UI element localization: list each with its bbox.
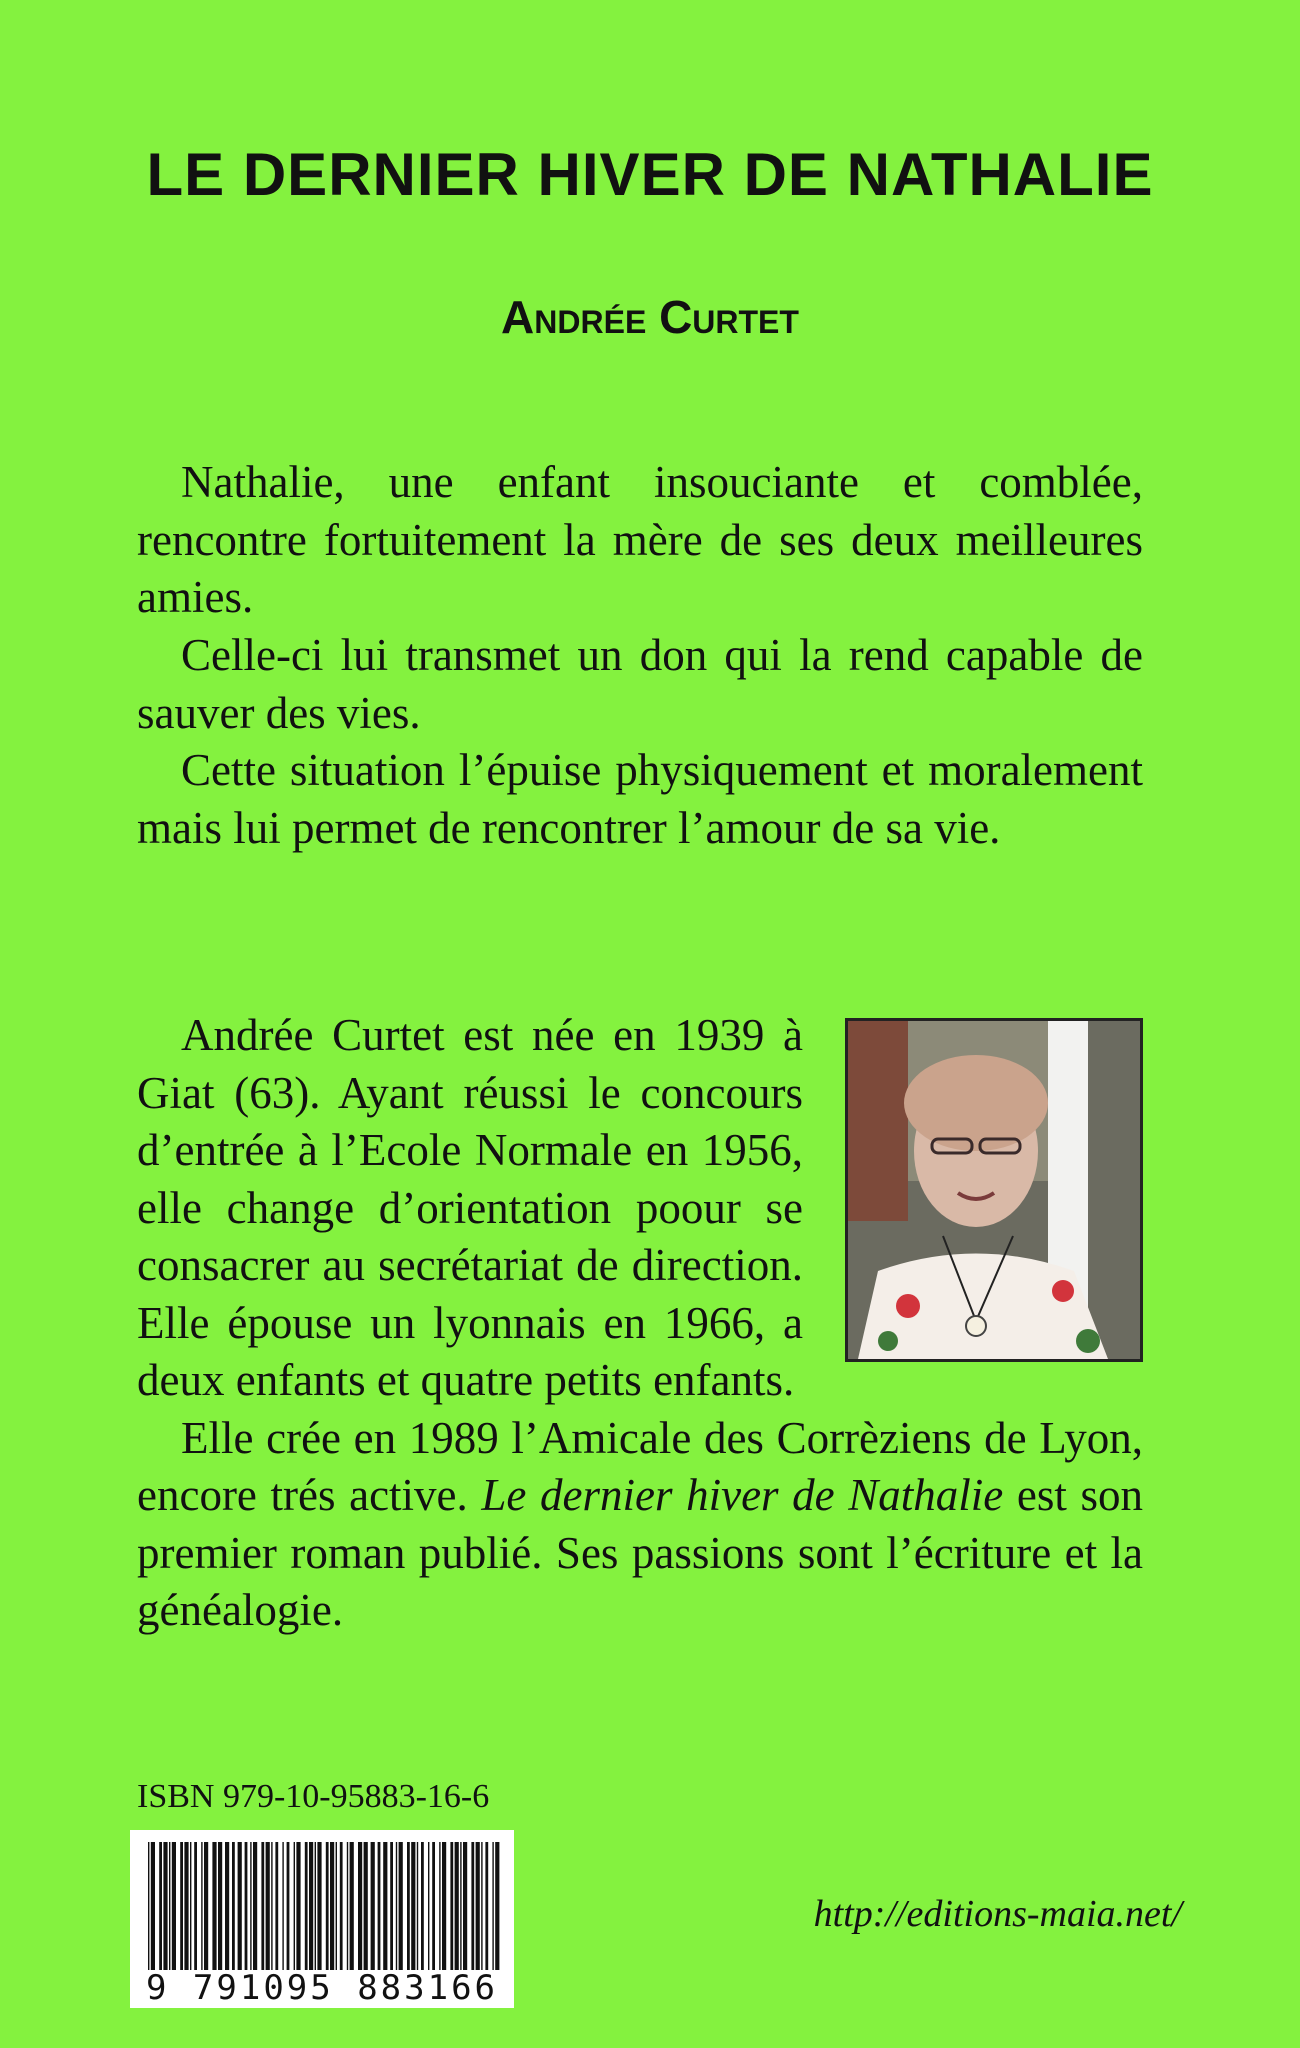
book-title-inline: Le dernier hiver de Nathalie: [481, 1470, 1004, 1520]
isbn-label: ISBN 979-10-95883-16-6: [137, 1778, 490, 1815]
barcode-bar: [326, 1842, 329, 1970]
barcode-bar: [169, 1842, 170, 1970]
author-name: Andrée Curtet: [501, 291, 799, 343]
barcode-bar: [399, 1842, 403, 1970]
synopsis-paragraph-2: Celle-ci lui transmet un don qui la rend capable de sauver des vies.: [137, 630, 1143, 738]
barcode-bar: [463, 1842, 467, 1970]
barcode-bar: [309, 1842, 313, 1970]
barcode-bar: [159, 1842, 162, 1970]
barcode-bar: [151, 1842, 155, 1970]
barcode-bar: [364, 1842, 368, 1970]
author-biography: [137, 1007, 1143, 1640]
barcode-bar: [163, 1842, 167, 1970]
barcode-bar: [421, 1842, 424, 1970]
barcode-bar: [340, 1842, 343, 1970]
book-title: LE DERNIER HIVER DE NATHALIE: [146, 141, 1154, 208]
barcode-bar: [378, 1842, 381, 1970]
barcode-bar: [330, 1842, 334, 1970]
barcode-bar: [282, 1842, 283, 1970]
barcode-digits: 9 791095 883166: [145, 1968, 499, 2008]
barcode-bar: [180, 1842, 183, 1970]
barcode-bar: [455, 1842, 459, 1970]
barcode-bar: [294, 1842, 295, 1970]
barcode-bar: [250, 1842, 251, 1970]
barcode-bar: [371, 1842, 375, 1970]
barcode-bar: [432, 1842, 435, 1970]
barcode-bar: [495, 1842, 499, 1970]
barcode-bar: [336, 1842, 337, 1970]
barcode-bar: [450, 1842, 453, 1970]
barcode-bar: [253, 1842, 257, 1970]
barcode-bar: [266, 1842, 270, 1970]
bio-paragraph-2: [137, 1410, 1143, 1640]
barcode-bar: [190, 1842, 191, 1970]
barcode-bar: [218, 1842, 222, 1970]
barcode-bars: [146, 1842, 500, 1970]
barcode-bar: [485, 1842, 488, 1970]
barcode-bar: [296, 1842, 300, 1970]
author-photo: [845, 1018, 1143, 1362]
barcode-bar: [315, 1842, 316, 1970]
barcode-bar: [481, 1842, 482, 1970]
barcode-bar: [287, 1842, 290, 1970]
barcode-bar: [225, 1842, 229, 1970]
barcode-bar: [396, 1842, 397, 1970]
barcode-bar: [212, 1842, 216, 1970]
barcode-bar: [383, 1842, 387, 1970]
barcode-bar: [476, 1842, 480, 1970]
barcode-bar: [184, 1842, 188, 1970]
barcode-bar: [172, 1842, 176, 1970]
barcode-bar: [417, 1842, 418, 1970]
barcode-bar: [460, 1842, 461, 1970]
barcode-bar: [194, 1842, 197, 1970]
barcode-bar: [245, 1842, 248, 1970]
barcode-bar: [201, 1842, 202, 1970]
barcode-bar: [492, 1842, 493, 1970]
barcode-bar: [148, 1842, 149, 1970]
barcode-bar: [411, 1842, 415, 1970]
synopsis-paragraph-3: Cette situation l’épuise physiquement et moralement mais lui permet de rencontrer l’amour de sa vie.: [137, 745, 1143, 853]
barcode-bar: [204, 1842, 208, 1970]
barcode-bar: [261, 1842, 264, 1970]
barcode-bar: [350, 1842, 354, 1970]
barcode-bar: [358, 1842, 362, 1970]
barcode-bar: [390, 1842, 393, 1970]
barcode-bar: [347, 1842, 348, 1970]
barcode-bar: [471, 1842, 474, 1970]
barcode-bar: [439, 1842, 440, 1970]
barcode-bar: [317, 1842, 321, 1970]
barcode-bar: [275, 1842, 278, 1970]
barcode: [130, 1830, 514, 2008]
barcode-bar: [238, 1842, 242, 1970]
bio-paragraph-2-start: Elle crée en 1989 l’Amicale des Corrèziens de Lyon, encore trés active.: [137, 1412, 1143, 1520]
barcode-bar: [428, 1842, 429, 1970]
barcode-bar: [442, 1842, 446, 1970]
bio-paragraph-1: Andrée Curtet est née en 1939 à Giat (63). Ayant réussi le concours d’entrée à l’Ecole Normale en 1956, elle change d’orientation poour se consacrer au secrétariat de direction. Elle épouse un lyonnais en 1966, a deux enfants et quatre petits enfants.: [137, 1010, 803, 1405]
publisher-website: http://editions-maia.net/: [813, 1893, 1182, 1935]
barcode-bar: [407, 1842, 410, 1970]
barcode-bar: [305, 1842, 308, 1970]
barcode-bar: [232, 1842, 235, 1970]
bio-paragraph-2-end: est son premier roman publié. Ses passions sont l’écriture et la généalogie.: [137, 1470, 1144, 1635]
barcode-bar: [271, 1842, 272, 1970]
synopsis-paragraph-1: Nathalie, une enfant insouciante et comblée, rencontre fortuitement la mère de ses deux meilleures amies.: [137, 457, 1143, 622]
